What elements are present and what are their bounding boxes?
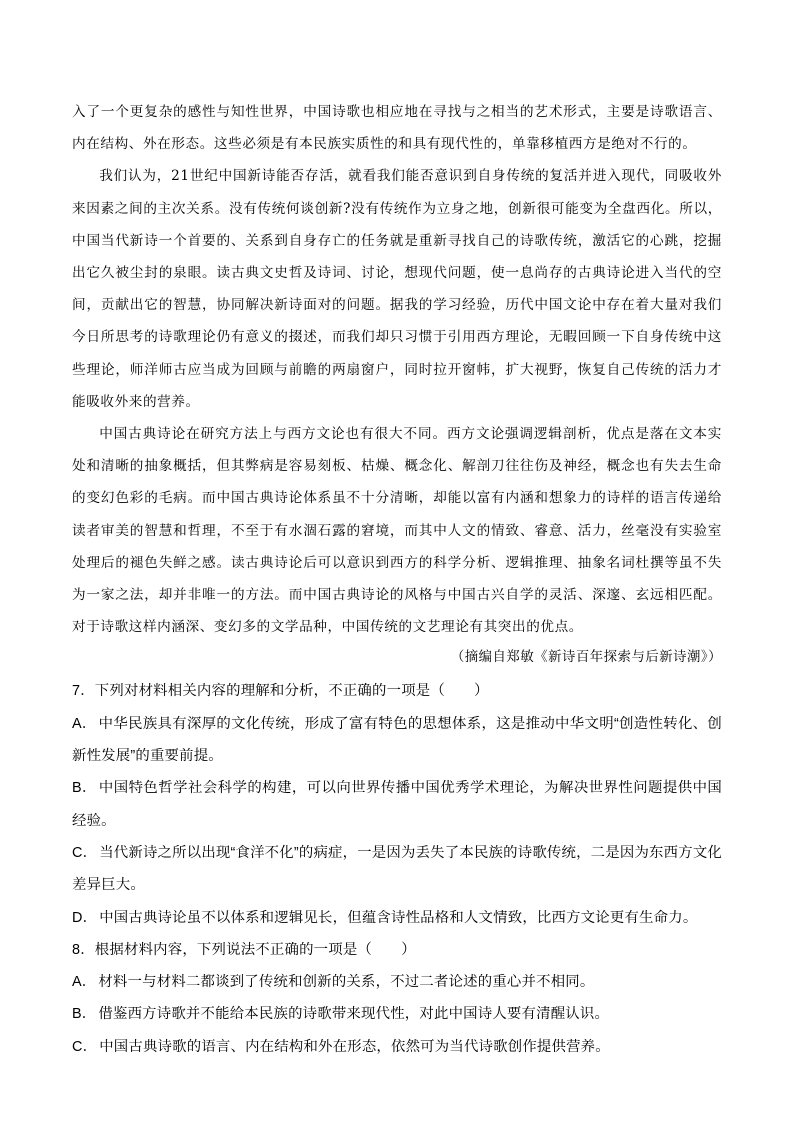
- question-option-b: [72, 772, 722, 837]
- passage-paragraph-2: 我们认为，21世纪中国新诗能否存活，就看我们能否意识到自身传统的复活并进入现代，同吸收外来因素之间的主次关系。没有传统何谈创新?没有传统作为立身之地，创新很可能变为全盘西化。所以，中国当代新诗一个首要的、关系到自身存亡的任务就是重新寻找自己的诗歌传统，激活它的心跳，挖掘出它久被尘封的泉眼。读古典文史哲及诗词、讨论，想现代问题，使一息尚存的古典诗论进入当代的空间，贡献出它的智慧，协同解决新诗面对的问题。据我的学习经验，历代中国文论中存在着大量对我们今日所思考的诗歌理论仍有意义的掇述，而我们却只习惯于引用西方理论，无暇回顾一下自身传统中这些理论，师洋师古应当成为回顾与前瞻的两扇窗户，同时拉开窗帏，扩大视野，恢复自己传统的活力才能吸收外来的营养。: [72, 168, 722, 410]
- option-label: A．: [72, 715, 97, 732]
- option-label: C．: [72, 844, 98, 861]
- option-label: B．: [72, 780, 97, 797]
- question-option-b: [72, 998, 722, 1030]
- question-option-c: [72, 837, 722, 902]
- question-option-a: [72, 966, 722, 998]
- question-option-d: [72, 902, 722, 934]
- option-label: D．: [72, 909, 98, 926]
- option-text: 当代新诗之所以出现“食洋不化”的病症，一是因为丢失了本民族的诗歌传统，二是因为东西方文化差异巨大。: [72, 844, 722, 894]
- passage-source: （摘编自郑敏《新诗百年探索与后新诗潮》）: [450, 650, 722, 666]
- question-option-a: [72, 708, 722, 773]
- document-page: [72, 96, 722, 1063]
- option-label: C．: [72, 1038, 98, 1055]
- question-8: [72, 934, 722, 1063]
- question-option-c: [72, 1031, 722, 1063]
- passage-paragraph-1: 入了一个更复杂的感性与知性世界，中国诗歌也相应地在寻找与之相当的艺术形式，主要是诗歌语言、内在结构、外在形态。这些必须是有本民族实质性的和具有现代性的，单靠移植西方是绝对不行的。: [72, 104, 722, 153]
- option-text: 中国古典诗歌的语言、内在结构和外在形态，依然可为当代诗歌创作提供营养。: [99, 1038, 610, 1055]
- passage-paragraph-3: 中国古典诗论在研究方法上与西方文论也有很大不同。西方文论强调逻辑剖析，优点是落在文本实处和清晰的抽象概括，但其弊病是容易刻板、枯燥、概念化、解剖刀往往伤及神经，概念也有失去生命的变幻色彩的毛病。而中国古典诗论体系虽不十分清晰，却能以富有内涵和想象力的诗样的语言传递给读者审美的智慧和哲理，不至于有水涸石露的窘境，而其中人文的情致、睿意、活力，丝毫没有实验室处理后的褪色失鲜之感。读古典诗论后可以意识到西方的科学分析、逻辑推理、抽象名词杜撰等虽不失为一家之法，却并非唯一的方法。而中国古典诗论的风格与中国古兴自学的灵活、深邃、玄远相匹配。对于诗歌这样内涵深、变幻多的文学品种，中国传统的文艺理论有其突出的优点。: [72, 426, 722, 636]
- question-7: [72, 675, 722, 933]
- option-label: B．: [72, 1006, 97, 1023]
- questions: [72, 675, 722, 1063]
- question-stem: 8．根据材料内容，下列说法不正确的一项是（ ）: [72, 941, 416, 958]
- question-stem: 7．下列对材料相关内容的理解和分析，不正确的一项是（ ）: [72, 683, 489, 700]
- passage: [72, 96, 722, 673]
- option-text: 材料一与材料二都谈到了传统和创新的关系，不过二者论述的重心并不相同。: [98, 974, 595, 991]
- option-text: 中国特色哲学社会科学的构建，可以向世界传播中国优秀学术理论，为解决世界性问题提供中国经验。: [72, 780, 723, 829]
- option-text: 中华民族具有深厚的文化传统，形成了富有特色的思想体系，这是推动中华文明“创造性转化、创新性发展”的重要前提。: [72, 715, 722, 765]
- option-label: A．: [72, 974, 97, 991]
- option-text: 借鉴西方诗歌并不能给本民族的诗歌带来现代性，对此中国诗人要有清醒认识。: [98, 1006, 610, 1023]
- option-text: 中国古典诗论虽不以体系和逻辑见长，但蕴含诗性品格和人文情致，比西方文论更有生命力。: [99, 909, 698, 926]
